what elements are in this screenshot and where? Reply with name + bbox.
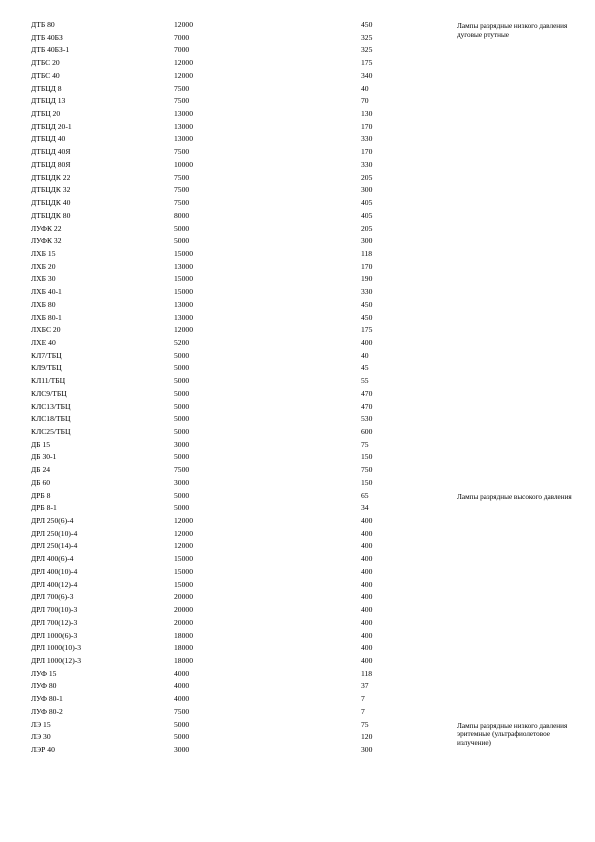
service-life-cell: 5000	[174, 363, 190, 373]
power-value-cell: 130	[361, 109, 373, 119]
service-life-cell: 5200	[174, 337, 190, 347]
lamp-type-cell: ДБ 60	[31, 477, 51, 487]
service-life-cell: 13000	[174, 261, 193, 271]
service-life-cell: 5000	[174, 236, 190, 246]
service-life-cell: 5000	[174, 350, 190, 360]
service-life-cell: 7500	[174, 706, 190, 716]
table-row	[31, 744, 571, 757]
lamp-type-cell: ЛХБ 80-1	[31, 312, 62, 322]
lamp-type-cell: ДТБЦДК 22	[31, 172, 71, 182]
power-value-cell: 40	[361, 350, 369, 360]
service-life-cell: 10000	[174, 159, 193, 169]
service-life-cell: 7500	[174, 96, 190, 106]
service-life-cell: 4000	[174, 668, 190, 678]
service-life-cell: 15000	[174, 274, 193, 284]
service-life-cell: 5000	[174, 376, 190, 386]
service-life-cell: 5000	[174, 503, 190, 513]
power-value-cell: 205	[361, 223, 373, 233]
table-row	[31, 235, 571, 248]
power-value-cell: 170	[361, 147, 373, 157]
power-value-cell: 400	[361, 528, 373, 538]
lamp-type-cell: ДБ 15	[31, 439, 51, 449]
service-life-cell: 7000	[174, 32, 190, 42]
service-life-cell: 4000	[174, 681, 190, 691]
service-life-cell: 20000	[174, 617, 193, 627]
service-life-cell: 15000	[174, 566, 193, 576]
table-row	[31, 477, 571, 490]
service-life-cell: 5000	[174, 388, 190, 398]
power-value-cell: 340	[361, 70, 373, 80]
table-row	[31, 401, 571, 414]
power-value-cell: 120	[361, 732, 373, 742]
table-row	[31, 604, 571, 617]
service-life-cell: 5000	[174, 452, 190, 462]
service-life-cell: 12000	[174, 20, 193, 29]
lamp-type-cell: ЛУФ 80	[31, 681, 57, 691]
power-value-cell: 45	[361, 363, 369, 373]
table-row	[31, 464, 571, 477]
service-life-cell: 7000	[174, 45, 190, 55]
lamp-type-cell: ЛУФ 80-1	[31, 694, 63, 704]
power-value-cell: 325	[361, 32, 373, 42]
power-value-cell: 400	[361, 630, 373, 640]
table-row	[31, 426, 571, 439]
service-life-cell: 5000	[174, 401, 190, 411]
service-life-cell: 7500	[174, 465, 190, 475]
lamp-type-cell: ДРЛ 400(10)-4	[31, 566, 78, 576]
power-value-cell: 118	[361, 668, 373, 678]
lamp-type-cell: ЛЭР 40	[31, 744, 55, 754]
service-life-cell: 12000	[174, 516, 193, 526]
lamp-type-cell: ДТБЦД 20-1	[31, 121, 72, 131]
power-value-cell: 37	[361, 681, 369, 691]
service-life-cell: 20000	[174, 592, 193, 602]
lamp-type-cell: КЛ9/ТБЦ	[31, 363, 62, 373]
service-life-cell: 5000	[174, 732, 190, 742]
service-life-cell: 13000	[174, 121, 193, 131]
table-row	[31, 693, 571, 706]
power-value-cell: 55	[361, 376, 369, 386]
lamp-type-cell: ЛХЕ 40	[31, 337, 56, 347]
table-row	[31, 706, 571, 719]
power-value-cell: 300	[361, 236, 373, 246]
service-life-cell: 18000	[174, 655, 193, 665]
table-row	[31, 70, 571, 83]
lamp-type-cell: ЛХБ 40-1	[31, 287, 62, 297]
lamp-type-cell: ЛУФК 22	[31, 223, 62, 233]
service-life-cell: 3000	[174, 477, 190, 487]
lamp-type-cell: ДТБЦДК 80	[31, 210, 71, 220]
table-row	[31, 159, 571, 172]
table-row	[31, 337, 571, 350]
lamp-type-cell: ДРЛ 700(10)-3	[31, 605, 78, 615]
table-row	[31, 540, 571, 553]
power-value-cell: 400	[361, 566, 373, 576]
power-value-cell: 205	[361, 172, 373, 182]
lamp-type-cell: КЛС9/ТБЦ	[31, 388, 67, 398]
power-value-cell: 170	[361, 261, 373, 271]
power-value-cell: 190	[361, 274, 373, 284]
lamp-type-cell: ДРБ 8-1	[31, 503, 57, 513]
table-row	[31, 388, 571, 401]
power-value-cell: 405	[361, 210, 373, 220]
table-row	[31, 44, 571, 57]
power-value-cell: 470	[361, 388, 373, 398]
lamp-type-cell: ЛХБ 80	[31, 299, 56, 309]
table-row	[31, 668, 571, 681]
lamp-type-cell: ДРЛ 250(10)-4	[31, 528, 78, 538]
lamp-type-cell: ДТБЦ 20	[31, 109, 61, 119]
service-life-cell: 12000	[174, 70, 193, 80]
table-row	[31, 273, 571, 286]
service-life-cell: 8000	[174, 210, 190, 220]
lamp-type-cell: ЛУФК 32	[31, 236, 62, 246]
power-value-cell: 175	[361, 58, 373, 68]
lamp-type-cell: ДТБ 40БЗ-1	[31, 45, 70, 55]
lamp-type-cell: ДТБЦД 8	[31, 83, 62, 93]
table-row	[31, 261, 571, 274]
table-row	[31, 133, 571, 146]
table-row	[31, 566, 571, 579]
lamp-table	[31, 19, 571, 757]
power-value-cell: 450	[361, 299, 373, 309]
power-value-cell: 400	[361, 337, 373, 347]
power-value-cell: 34	[361, 503, 369, 513]
table-row	[31, 197, 571, 210]
service-life-cell: 5000	[174, 414, 190, 424]
lamp-type-cell: ЛХБ 20	[31, 261, 56, 271]
service-life-cell: 18000	[174, 643, 193, 653]
lamp-type-cell: ДТБ 40БЗ	[31, 32, 63, 42]
lamp-type-cell: КЛС13/ТБЦ	[31, 401, 71, 411]
service-life-cell: 12000	[174, 58, 193, 68]
power-value-cell: 530	[361, 414, 373, 424]
group-note: Лампы разрядные низкого давления дуговые ртутные	[457, 22, 568, 39]
lamp-type-cell: ДРЛ 250(6)-4	[31, 516, 74, 526]
table-row	[31, 184, 571, 197]
power-value-cell: 400	[361, 643, 373, 653]
service-life-cell: 5000	[174, 223, 190, 233]
table-row	[31, 248, 571, 261]
lamp-type-cell: ДТБЦД 40	[31, 134, 66, 144]
power-value-cell: 325	[361, 45, 373, 55]
power-value-cell: 175	[361, 325, 373, 335]
service-life-cell: 5000	[174, 427, 190, 436]
table-row	[31, 95, 571, 108]
lamp-type-cell: ДРЛ 1000(12)-3	[31, 655, 82, 665]
lamp-type-cell: ДРЛ 250(14)-4	[31, 541, 78, 551]
table-row	[31, 502, 571, 515]
group-note: Лампы разрядные низкого давления эритемные (ультрафиолетовое излучение)	[457, 721, 568, 747]
table-row	[31, 413, 571, 426]
lamp-type-cell: ДБ 30-1	[31, 452, 57, 462]
table-row	[31, 108, 571, 121]
power-value-cell: 75	[361, 719, 369, 729]
table-row	[31, 655, 571, 668]
table-row	[31, 362, 571, 375]
lamp-type-cell: ЛХБС 20	[31, 325, 61, 335]
table-row	[31, 312, 571, 325]
power-value-cell: 75	[361, 439, 369, 449]
table-row	[31, 350, 571, 363]
lamp-type-cell: КЛ11/ТБЦ	[31, 376, 66, 386]
lamp-type-cell: ЛУФ 80-2	[31, 706, 63, 716]
table-row	[31, 286, 571, 299]
lamp-type-cell: ЛЭ 30	[31, 732, 51, 742]
service-life-cell: 7500	[174, 185, 190, 195]
lamp-type-cell: ЛЭ 15	[31, 719, 51, 729]
table-row	[31, 591, 571, 604]
power-value-cell: 170	[361, 121, 373, 131]
lamp-type-cell: ДРЛ 1000(6)-3	[31, 630, 78, 640]
table-row	[31, 528, 571, 541]
lamp-type-cell: ЛХБ 15	[31, 248, 56, 258]
lamp-type-cell: ДТБЦДК 32	[31, 185, 71, 195]
lamp-type-cell: ДБ 24	[31, 465, 51, 475]
power-value-cell: 7	[361, 694, 365, 704]
table-row	[31, 324, 571, 337]
power-value-cell: 300	[361, 185, 373, 195]
power-value-cell: 400	[361, 655, 373, 665]
service-life-cell: 5000	[174, 490, 190, 500]
service-life-cell: 15000	[174, 554, 193, 564]
table-row	[31, 223, 571, 236]
power-value-cell: 450	[361, 312, 373, 322]
table-row	[31, 299, 571, 312]
table-row	[31, 617, 571, 630]
lamp-type-cell: ДРЛ 700(6)-3	[31, 592, 74, 602]
service-life-cell: 3000	[174, 744, 190, 754]
service-life-cell: 12000	[174, 325, 193, 335]
power-value-cell: 300	[361, 744, 373, 754]
table-row	[31, 490, 571, 503]
table-row	[31, 439, 571, 452]
power-value-cell: 118	[361, 248, 373, 258]
service-life-cell: 13000	[174, 109, 193, 119]
lamp-type-cell: ЛУФ 15	[31, 668, 57, 678]
service-life-cell: 7500	[174, 83, 190, 93]
table-row	[31, 375, 571, 388]
lamp-type-cell: ДТБС 20	[31, 58, 60, 68]
power-value-cell: 65	[361, 490, 369, 500]
power-value-cell: 400	[361, 617, 373, 627]
table-row	[31, 630, 571, 643]
lamp-type-cell: КЛ7/ТБЦ	[31, 350, 62, 360]
service-life-cell: 15000	[174, 248, 193, 258]
power-value-cell: 470	[361, 401, 373, 411]
power-value-cell: 400	[361, 592, 373, 602]
table-row	[31, 210, 571, 223]
lamp-type-cell: ДТБЦДК 40	[31, 198, 71, 208]
power-value-cell: 150	[361, 452, 373, 462]
table-row	[31, 121, 571, 134]
lamp-type-cell: ДРЛ 400(6)-4	[31, 554, 74, 564]
power-value-cell: 150	[361, 477, 373, 487]
power-value-cell: 330	[361, 159, 373, 169]
power-value-cell: 750	[361, 465, 373, 475]
lamp-type-cell: ДТБЦД 80Я	[31, 159, 71, 169]
service-life-cell: 5000	[174, 719, 190, 729]
lamp-type-cell: ДРЛ 1000(10)-3	[31, 643, 82, 653]
table-row	[31, 642, 571, 655]
lamp-type-cell: КЛС18/ТБЦ	[31, 414, 71, 424]
group-note: Лампы разрядные высокого давления	[457, 492, 572, 501]
table-row	[31, 515, 571, 528]
power-value-cell: 330	[361, 287, 373, 297]
table-row	[31, 731, 571, 744]
table-row	[31, 680, 571, 693]
service-life-cell: 12000	[174, 528, 193, 538]
service-life-cell: 7500	[174, 172, 190, 182]
power-value-cell: 400	[361, 516, 373, 526]
table-row	[31, 146, 571, 159]
lamp-type-cell: ДТБС 40	[31, 70, 60, 80]
table-row	[31, 172, 571, 185]
service-life-cell: 4000	[174, 694, 190, 704]
service-life-cell: 15000	[174, 579, 193, 589]
lamp-type-cell: ДТБЦД 13	[31, 96, 66, 106]
service-life-cell: 15000	[174, 287, 193, 297]
lamp-type-cell: ДРЛ 400(12)-4	[31, 579, 78, 589]
table-row	[31, 579, 571, 592]
power-value-cell: 400	[361, 541, 373, 551]
service-life-cell: 13000	[174, 299, 193, 309]
table-row	[31, 451, 571, 464]
service-life-cell: 20000	[174, 605, 193, 615]
power-value-cell: 450	[361, 20, 373, 29]
table-row	[31, 57, 571, 70]
service-life-cell: 7500	[174, 147, 190, 157]
lamp-type-cell: ДТБЦД 40Я	[31, 147, 71, 157]
table-row	[31, 32, 571, 45]
service-life-cell: 3000	[174, 439, 190, 449]
lamp-type-cell: ЛХБ 30	[31, 274, 56, 284]
service-life-cell: 13000	[174, 134, 193, 144]
lamp-type-cell: ДРЛ 700(12)-3	[31, 617, 78, 627]
service-life-cell: 13000	[174, 312, 193, 322]
power-value-cell: 405	[361, 198, 373, 208]
lamp-type-cell: ДРБ 8	[31, 490, 51, 500]
table-row	[31, 83, 571, 96]
lamp-type-cell: КЛС25/ТБЦ	[31, 427, 71, 436]
power-value-cell: 400	[361, 554, 373, 564]
power-value-cell: 330	[361, 134, 373, 144]
power-value-cell: 70	[361, 96, 369, 106]
power-value-cell: 40	[361, 83, 369, 93]
service-life-cell: 7500	[174, 198, 190, 208]
lamp-type-cell: ДТБ 80	[31, 20, 55, 29]
table-row	[31, 553, 571, 566]
power-value-cell: 400	[361, 605, 373, 615]
power-value-cell: 600	[361, 427, 373, 436]
service-life-cell: 12000	[174, 541, 193, 551]
power-value-cell: 400	[361, 579, 373, 589]
service-life-cell: 18000	[174, 630, 193, 640]
power-value-cell: 7	[361, 706, 365, 716]
